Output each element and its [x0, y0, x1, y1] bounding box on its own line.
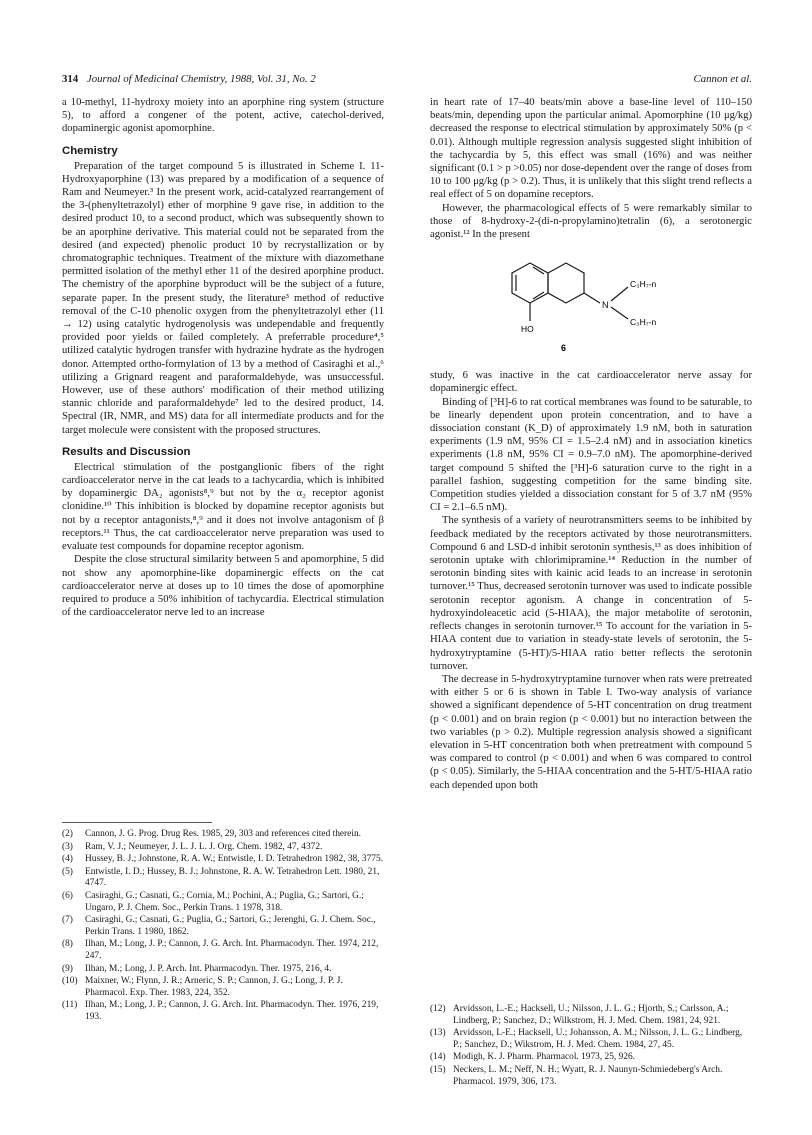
reference-number: (12): [430, 1004, 446, 1014]
right-paragraph-3: study, 6 was inactive in the cat cardioaccelerator nerve assay for dopaminergic effect.: [430, 370, 752, 395]
reference-item: [430, 1065, 752, 1088]
reference-text: Maixner, W.; Flynn, J. R.; Arneric, S. P.; Cannon, J. G.; Long, J. P. J. Pharmacol. Exp. Ther. 1983, 224, 352.: [85, 976, 343, 998]
references-right: [430, 1004, 752, 1089]
reference-item: [62, 939, 384, 962]
hydroxyl-label: HO: [521, 324, 534, 335]
reference-item: [430, 1004, 752, 1027]
header-authors: Cannon et al.: [693, 73, 752, 85]
reference-item: [62, 964, 384, 976]
intro-paragraph: a 10-methyl, 11-hydroxy moiety into an aporphine ring system (structure 5), to afford a congener of the potent, active, catechol-derived, dopaminergic agonist apomorphine.: [62, 97, 384, 135]
results-paragraph-2: Despite the close structural similarity between 5 and apomorphine, 5 did not show any apomorphine-like dopaminergic effects on the cat cardioaccelerator nerve at doses up to 10 times the dose of apomorphine required to produce a 50% inhibition of tachycardia. Electrical stimulation of the cardioaccelerator nerve led to an increase: [62, 554, 384, 619]
reference-list-left: [62, 829, 384, 1024]
compound-number-label: 6: [561, 343, 567, 354]
reference-text: Casiraghi, G.; Casnati, G.; Puglia, G.; Sartori, G.; Jerenghi, G. J. Chem. Soc., Perkin Trans. 1 1980, 1862.: [85, 915, 376, 937]
reference-number: (14): [430, 1052, 446, 1063]
reference-item: [62, 829, 384, 841]
chemistry-paragraph: Preparation of the target compound 5 is illustrated in Scheme I. 11-Hydroxyaporphine (13) was prepared by a modification of a sequence of Ram and Neumeyer.³ In the present work, acid-catalyzed rearrangement of the 3-(phenyltetrazolyl) ether of morphine 9 gave rise, in addition to the desired product 10, to a second product, which was subsequently shown to be an aporphine derivative. This material could not be separated from the desired (and expected) phenolic product 10 by recrystallization or by chromatographic techniques. Treatment of the mixture with diazomethane permitted isolation of the methyl ether 11 of the desired aporphine product. The chemistry of the aporphine byproduct will be the subject of a future, separate paper. In the present study, the literature³ method of reductive removal of the C-10 phenolic oxygen from the phenyltetrazolyl ether (11 → 12) using catalytic hydrogenolysis was undependable and frequently provided poor yields or failed completely. A preferrable procedure⁴,⁵ utilized catalytic hydrogen transfer with hydrazine hydrate as the hydrogen donor. Attempted ortho-formylation of 13 by a method of Casiraghi et al.,⁶ utilizing a Grignard reagent and paraformaldehyde, was unsuccessful. However, use of these authors' modification of their method utilizing stannic chloride and paraformaldehyde⁷ led to the desired product, 14. Spectral (IR, NMR, and MS) data for all intermediate products and for the target molecule were consistent with the proposed structures.: [62, 160, 384, 436]
reference-number: (9): [62, 963, 73, 974]
reference-text: Arvidsson, L-E.; Hacksell, U.; Johansson, A. M.; Nilsson, J. L. G.; Lindberg, P.; Sanchez, D.; Wikstrom, H. J. Med. Chem. 1984, 27, 45.: [453, 1028, 743, 1050]
results-heading: Results and Discussion: [62, 445, 191, 458]
reference-text: Entwistle, I. D.; Hussey, B. J.; Johnstone, R. A. W. Tetrahedron Lett. 1980, 21, 4747.: [85, 866, 380, 889]
results-paragraph-1: Electrical stimulation of the postganglionic fibers of the right cardioaccelerator nerve in the cat leads to a tachycardia, which is inhibited by dopaminergic DA₂ agonists⁸,⁹ but not by the α₂ receptor agonist clonidine.¹⁰ This inhibition is blocked by dopamine receptor agonists but not by α receptor antagonists,⁸,⁹ and it does not involve antagonism of β receptors.¹¹ Thus, the cat cardioaccelerator nerve preparation was used to evaluate test compounds for dopamine receptor agonism.: [62, 461, 384, 553]
right-paragraph-5: The synthesis of a variety of neurotransmitters seems to be inhibited by feedback mediated by the receptors activated by those neurotransmitters. Compound 6 and LSD-d inhibit serotonin synthesis,¹³ as does inhibition of serotonin uptake with chlorimipramine.¹⁴ Reduction in the number of serotonin binding sites with kainic acid leads to an increase in serotonin turnover.¹⁵ Thus, decreased serotonin turnover was used to indicate possible serotonin receptor agonism. A change in concentration of 5-hydroxyindoleacetic acid (5-HIAA), the major metabolite of serotonin, reflects changes in serotonin turnover.¹⁵ To account for the variation in 5-HIAA content due to variation in steady-state levels of serotonin, the 5-hydroxytryptamine (5-HT)/5-HIAA ratio better reflects the serotonin turnover.: [430, 515, 752, 672]
reference-item: [62, 854, 384, 866]
reference-number: (7): [62, 915, 73, 926]
reference-number: (4): [62, 854, 73, 865]
reference-item: [62, 976, 384, 999]
propyl-label-upper: C₃H₇-n: [630, 279, 657, 290]
reference-text: Cannon, J. G. Prog. Drug Res. 1985, 29, 303 and references cited therein.: [85, 829, 361, 839]
reference-number: (3): [62, 841, 73, 852]
page-number: 314: [62, 73, 79, 85]
reference-number: (8): [62, 939, 73, 950]
reference-item: [62, 891, 384, 914]
nitrogen-label: N: [602, 300, 609, 311]
reference-number: (13): [430, 1028, 446, 1039]
reference-number: (10): [62, 976, 78, 987]
right-paragraph-4: Binding of [³H]-6 to rat cortical membranes was found to be saturable, to be linearly dependent upon protein concentration, and to have a dissociation constant (K_D) of approximately 1.9 nM, both in saturation experiments (1.9 nM, 95% CI = 1.5–2.4 nM) and in association kinetics experiments (1.8 nM, 95% CI = 0.9–7.0 nM). The apomorphine-derived target compound 5 shifted the [³H]-6 saturation curve to the right in a parallel fashion, suggesting competition for the same binding site. Competition studies yielded a dissociation constant for 5 of 3.7 nM (95% CI = 2.1–6.5 nM).: [430, 396, 753, 514]
reference-number: (6): [62, 890, 73, 901]
structure-figure-6: [430, 245, 752, 365]
chemistry-heading: Chemistry: [62, 144, 118, 157]
reference-item: [62, 915, 384, 938]
reference-item: [62, 842, 384, 854]
right-paragraph-6: The decrease in 5-hydroxytryptamine turnover when rats were pretreated with either 5 or 6 is shown in Table I. Two-way analysis of variance showed a significant dependence of 5-HT concentration on drug treatment (p < 0.001) and on brain region (p < 0.001) but no interaction between the two variables (p > 0.2). Multiple regression analysis showed a significant elevation in 5-HT concentration both when pretreatment with compound 5 was compared to control (p < 0.001) and when 6 was compared to control (p < 0.05). Similarly, the 5-HIAA concentration and the 5-HT/5-HIAA ratio each depended upon both: [430, 673, 752, 791]
reference-text: Hussey, B. J.; Johnstone, R. A. W.; Entwistle, I. D. Tetrahedron 1982, 38, 3775.: [85, 854, 384, 865]
reference-item: [430, 1028, 752, 1051]
right-paragraph-1: in heart rate of 17–40 beats/min above a base-line level of 110–150 beats/min, depending upon the particular animal. Apomorphine (10 μg/kg) decreased the response to electrical stimulation by approximately 50% (p < 0.01). Although multiple regression analysis suggested slight inhibition of the tachycardia by 5, this effect was small (16%) and was neither significant (0.1 > p >0.05) nor dose-dependent over the range of doses from 10 to 100 μg/kg (p > 0.2). Thus, it is unlikely that this slight trend reflects a real effect of 5 on dopamine receptors.: [430, 97, 752, 201]
journal-citation: Journal of Medicinal Chemistry, 1988, Vol. 31, No. 2: [86, 73, 316, 85]
reference-item: [430, 1052, 752, 1064]
left-column: [62, 96, 384, 619]
reference-number: (11): [62, 1000, 78, 1011]
right-paragraph-2: However, the pharmacological effects of 5 were remarkably similar to those of 8-hydroxy-2-(di-n-propylamino)tetralin (6), a serotonergic agonist.¹² In the present: [430, 202, 752, 241]
footnote-rule-left: [62, 822, 212, 823]
references-left: [62, 822, 384, 1025]
right-column: [430, 96, 752, 792]
reference-list-right: [430, 1004, 752, 1088]
reference-number: (5): [62, 866, 73, 877]
reference-text: Ilhan, M.; Long, J. P.; Cannon, J. G. Arch. Int. Pharmacodyn. Ther. 1974, 212, 247.: [85, 939, 379, 961]
propyl-label-lower: C₃H₇-n: [630, 317, 657, 328]
reference-text: Neckers, L. M.; Neff, N. H.; Wyatt, R. J. Naunyn-Schmiedeberg's Arch. Pharmacol. 1979, 306, 173.: [453, 1064, 723, 1087]
reference-number: (15): [430, 1064, 446, 1075]
reference-text: Ilhan, M.; Long, J. P.; Cannon, J. G. Arch. Int. Pharmacodyn. Ther. 1976, 219, 193.: [85, 1000, 379, 1022]
tetralin-structure-drawing: [430, 245, 752, 365]
reference-item: [62, 1000, 384, 1023]
reference-text: Ilhan, M.; Long, J. P. Arch. Int. Pharmacodyn. Ther. 1975, 216, 4.: [85, 963, 332, 974]
reference-number: (2): [62, 829, 73, 839]
header-left: [62, 73, 316, 85]
reference-text: Modigh, K. J. Pharm. Pharmacol. 1973, 25, 926.: [453, 1052, 636, 1063]
running-header: [62, 73, 752, 85]
reference-text: Arvidsson, L.-E.; Hacksell, U.; Nilsson, J. L. G.; Hjorth, S.; Carlsson, A.; Lindberg, P.; Sanchez, D.; Wilkstrom, H. J. Med. Chem. 1981, 24, 921.: [453, 1004, 729, 1026]
reference-text: Ram, V. J.; Neumeyer, J. L. J. L. J. Org. Chem. 1982, 47, 4372.: [85, 841, 323, 852]
reference-item: [62, 867, 384, 890]
reference-text: Casiraghi, G.; Casnati, G.; Cornia, M.; Pochini, A.; Puglia, G.; Sartori, G.; Ungaro, P. J. Chem. Soc., Perkin Trans. 1 1978, 318.: [85, 890, 364, 913]
